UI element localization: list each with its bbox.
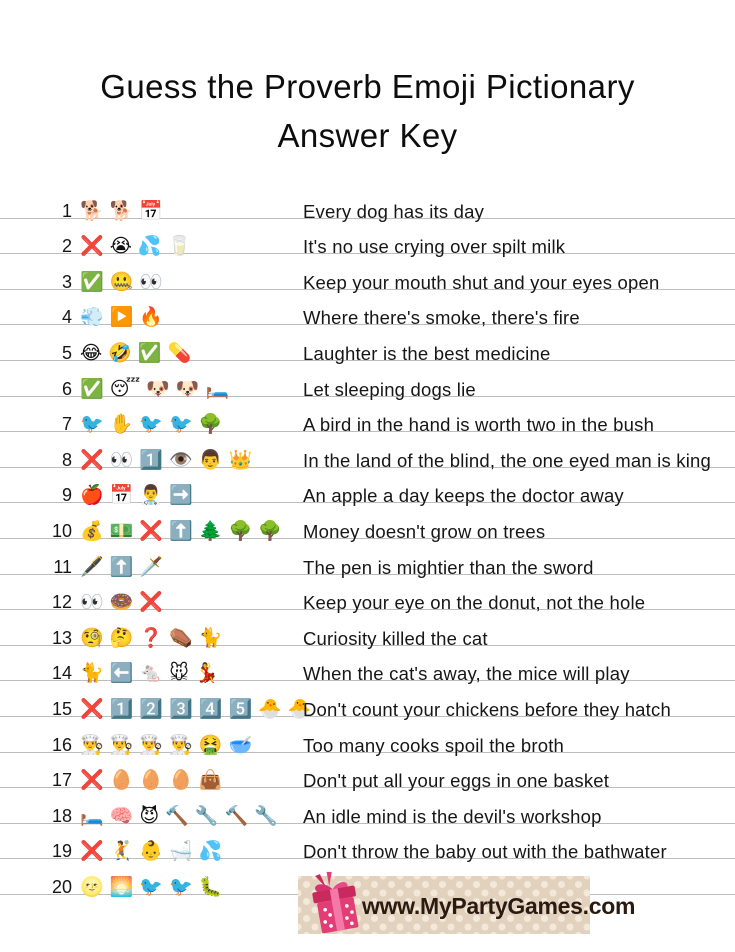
proverb-answer: It's no use crying over spilt milk: [303, 236, 566, 258]
row-number: 6: [61, 378, 72, 399]
proverb-answer: An idle mind is the devil's workshop: [303, 805, 602, 827]
row-number: 8: [61, 449, 72, 470]
proverb-answer: An apple a day keeps the doctor away: [303, 485, 624, 507]
row-number: 11: [53, 556, 72, 577]
proverb-answer: Laughter is the best medicine: [303, 342, 551, 364]
emoji-clue: 👨‍🍳 👨‍🍳 👨‍🍳 👨‍🍳 🤮 🥣: [80, 733, 253, 756]
answer-row-18: [0, 788, 735, 827]
emoji-clue: 🌝 🌅 🐦 🐦 🐛: [80, 875, 223, 898]
row-number: 19: [51, 841, 72, 862]
emoji-clue: 🍎 📅 👨‍⚕️ ➡️: [80, 484, 193, 507]
emoji-clue: ❌ 😭 💦 🥛: [80, 235, 192, 258]
proverb-answer: Where there's smoke, there's fire: [303, 307, 580, 329]
proverb-answer: Too many cooks spoil the broth: [303, 734, 565, 756]
row-number: 2: [61, 236, 72, 257]
row-number: 3: [61, 271, 72, 292]
emoji-clue: 🐈 ⬅️ 🐁 🐭 💃: [80, 662, 219, 685]
footer-banner[interactable]: [298, 876, 636, 934]
row-number: 4: [61, 307, 72, 328]
page-title: [0, 62, 735, 160]
page-title-line1: Guess the Proverb Emoji Pictionary: [100, 68, 635, 105]
proverb-answer: The pen is mightier than the sword: [303, 556, 594, 578]
emoji-clue: 💨 ▶️ 🔥: [80, 306, 164, 329]
emoji-clue: ❌ 🤾 👶 🛁 💦: [80, 840, 223, 863]
proverb-answer: Don't put all your eggs in one basket: [303, 770, 610, 792]
answer-row-12: [0, 575, 735, 614]
row-number: 16: [51, 734, 72, 755]
emoji-clue: ❌ 👀 1️⃣ 👁️ 👨 👑: [80, 448, 253, 471]
proverb-answer: Curiosity killed the cat: [303, 627, 488, 649]
row-number: 1: [61, 200, 72, 221]
row-number: 9: [61, 485, 72, 506]
proverb-answer: Let sleeping dogs lie: [303, 378, 476, 400]
row-number: 20: [51, 876, 72, 897]
answer-row-8: [0, 432, 735, 471]
answer-row-16: [0, 717, 735, 756]
row-number: 12: [51, 592, 72, 613]
emoji-clue: 🛏️ 🧠 😈 🔨 🔧 🔨 🔧: [80, 804, 278, 827]
answer-row-11: [0, 539, 735, 578]
row-number: 7: [61, 414, 72, 435]
answer-row-1: [0, 183, 735, 222]
proverb-answer: Keep your eye on the donut, not the hole: [303, 592, 646, 614]
gift-icon: [300, 868, 370, 938]
answer-row-15: [0, 681, 735, 720]
answer-row-5: [0, 325, 735, 364]
row-number: 13: [51, 627, 72, 648]
proverb-answer: A bird in the hand is worth two in the bush: [303, 414, 655, 436]
answer-row-7: [0, 397, 735, 436]
answer-row-2: [0, 219, 735, 258]
answer-row-14: [0, 646, 735, 685]
proverb-answer: Don't throw the baby out with the bathwater: [303, 841, 667, 863]
row-number: 10: [51, 520, 72, 541]
answer-row-6: [0, 361, 735, 400]
proverb-answer: Money doesn't grow on trees: [303, 520, 546, 542]
answer-row-4: [0, 290, 735, 329]
row-number: 14: [51, 663, 72, 684]
answer-row-13: [0, 610, 735, 649]
answer-row-17: [0, 753, 735, 792]
proverb-answer: When the cat's away, the mice will play: [303, 663, 630, 685]
emoji-clue: 🐦 ✋ 🐦 🐦 🌳: [80, 413, 223, 436]
emoji-clue: 🐕 🐕 📅: [80, 199, 164, 222]
emoji-clue: ❌ 🥚 🥚 🥚 👜: [80, 769, 223, 792]
answer-row-3: [0, 254, 735, 293]
emoji-clue: ✅ 😴 🐶 🐶 🛏️: [80, 377, 230, 400]
answer-row-10: [0, 503, 735, 542]
page-title-line2: Answer Key: [277, 117, 458, 154]
emoji-clue: 🖋️ ⬆️ 🗡️: [80, 555, 164, 578]
footer-url: www.MyPartyGames.com: [362, 892, 636, 919]
emoji-clue: 🧐 🤔 ❓ ⚰️ 🐈: [80, 626, 223, 649]
answer-row-19: [0, 824, 735, 863]
row-number: 15: [51, 698, 72, 719]
row-number: 17: [51, 770, 72, 791]
row-number: 5: [61, 342, 72, 363]
answer-row-9: [0, 468, 735, 507]
proverb-answer: Keep your mouth shut and your eyes open: [303, 271, 660, 293]
proverb-answer: Don't count your chickens before they hatch: [303, 698, 671, 720]
emoji-clue: 💰 💵 ❌ ⬆️ 🌲 🌳 🌳: [80, 519, 282, 542]
emoji-clue: ✅ 🤐 👀: [80, 270, 164, 293]
emoji-clue: ❌ 1️⃣ 2️⃣ 3️⃣ 4️⃣ 5️⃣ 🐣 🐣: [80, 697, 312, 720]
emoji-clue: 👀 🍩 ❌: [80, 591, 164, 614]
row-number: 18: [51, 805, 72, 826]
emoji-clue: 😂 🤣 ✅ 💊: [80, 341, 192, 364]
answer-list: [0, 183, 735, 898]
proverb-answer: Every dog has its day: [303, 200, 485, 222]
proverb-answer: In the land of the blind, the one eyed man is king: [303, 449, 712, 471]
